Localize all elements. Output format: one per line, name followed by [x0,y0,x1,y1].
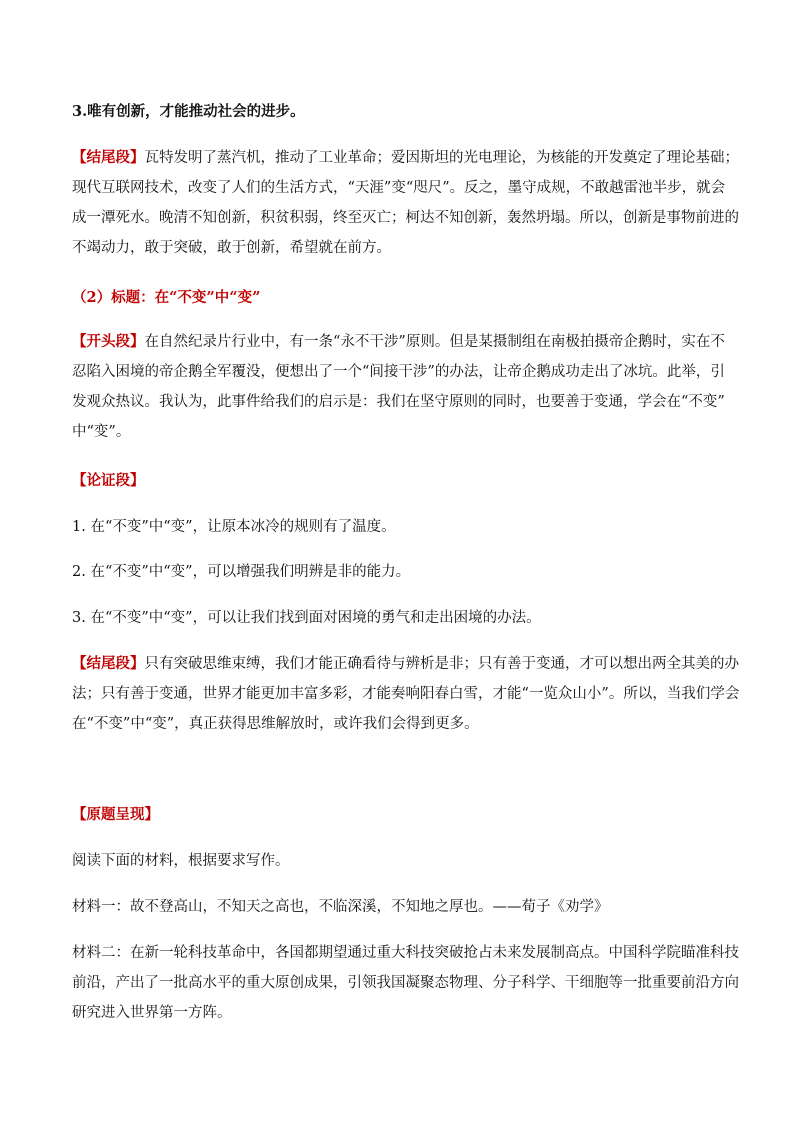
material-2-line-1: 材料二：在新一轮科技革命中，各国都期望通过重大科技突破抢占未来发展制高点。中国科学院瞄准科技 [72,945,739,961]
conclusion-2-line-1: 只有突破思维束缚，我们才能正确看待与辨析是非；只有善于变通，才可以想出两全其美的办 [144,656,739,672]
conclusion-line-4: 不竭动力，敢于突破，敢于创新，希望就在前方。 [72,240,391,256]
section-2-title: （2）标题：在“不变”中“变” [72,289,261,306]
conclusion-line-1: 瓦特发明了蒸汽机，推动了工业革命；爱因斯坦的光电理论，为核能的开发奠定了理论基础； [144,150,739,166]
point-3-heading: 3.唯有创新，才能推动社会的进步。 [72,103,305,120]
conclusion-2-line-3: 在“不变”中“变”，真正获得思维解放时，或许我们会得到更多。 [72,716,479,732]
material-2-line-3: 研究进入世界第一方阵。 [72,1005,232,1021]
conclusion-tag: 【结尾段】 [72,149,145,166]
opening-paragraph [72,327,724,447]
material-1: 材料一：故不登高山，不知天之高也，不临深溪，不知地之厚也。——荀子《劝学》 [72,899,609,915]
conclusion-2-line-2: 法；只有善于变通，世界才能更加丰富多彩，才能奏响阳春白雪，才能“一览众山小”。所以，当我们学会 [72,686,740,702]
original-question-tag: 【原题呈现】 [72,806,159,823]
opening-line-2: 忍陷入困境的帝企鹅全军覆没，便想出了一个“间接干涉”的办法，让帝企鹅成功走出了冰坑。此举，引 [72,364,725,380]
argument-point-1: 1. 在“不变”中“变”，让原本冰冷的规则有了温度。 [72,519,396,535]
conclusion-line-2: 现代互联网技术，改变了人们的生活方式，“天涯”变“咫尺”。反之，墨守成规，不敢越雷池半步，就会 [72,180,726,196]
conclusion-line-3: 成一潭死水。晚清不知创新，积贫积弱，终至灭亡；柯达不知创新，轰然坍塌。所以，创新是事物前进的 [72,210,739,226]
original-instruction: 阅读下面的材料，根据要求写作。 [72,853,290,869]
argument-point-2: 2. 在“不变”中“变”，可以增强我们明辨是非的能力。 [72,564,411,580]
material-2-line-2: 前沿，产出了一批高水平的重大原创成果，引领我国凝聚态物理、分子科学、干细胞等一批重要前沿方向 [72,975,739,991]
opening-line-3: 发观众热议。我认为，此事件给我们的启示是：我们在坚守原则的同时，也要善于变通，学会在“不变” [72,394,725,410]
opening-line-1: 在自然纪录片行业中，有一条“永不干涉”原则。但是某摄制组在南极拍摄帝企鹅时，实在不 [144,334,725,350]
argument-point-3: 3. 在“不变”中“变”，可以让我们找到面对困境的勇气和走出困境的办法。 [72,610,541,626]
opening-line-4: 中“变”。 [72,424,131,440]
conclusion-paragraph-2 [72,649,740,739]
material-2 [72,938,739,1028]
argument-tag: 【论证段】 [72,472,145,489]
conclusion-paragraph-1 [72,143,739,263]
conclusion-2-tag: 【结尾段】 [72,655,145,672]
opening-tag: 【开头段】 [72,333,145,350]
